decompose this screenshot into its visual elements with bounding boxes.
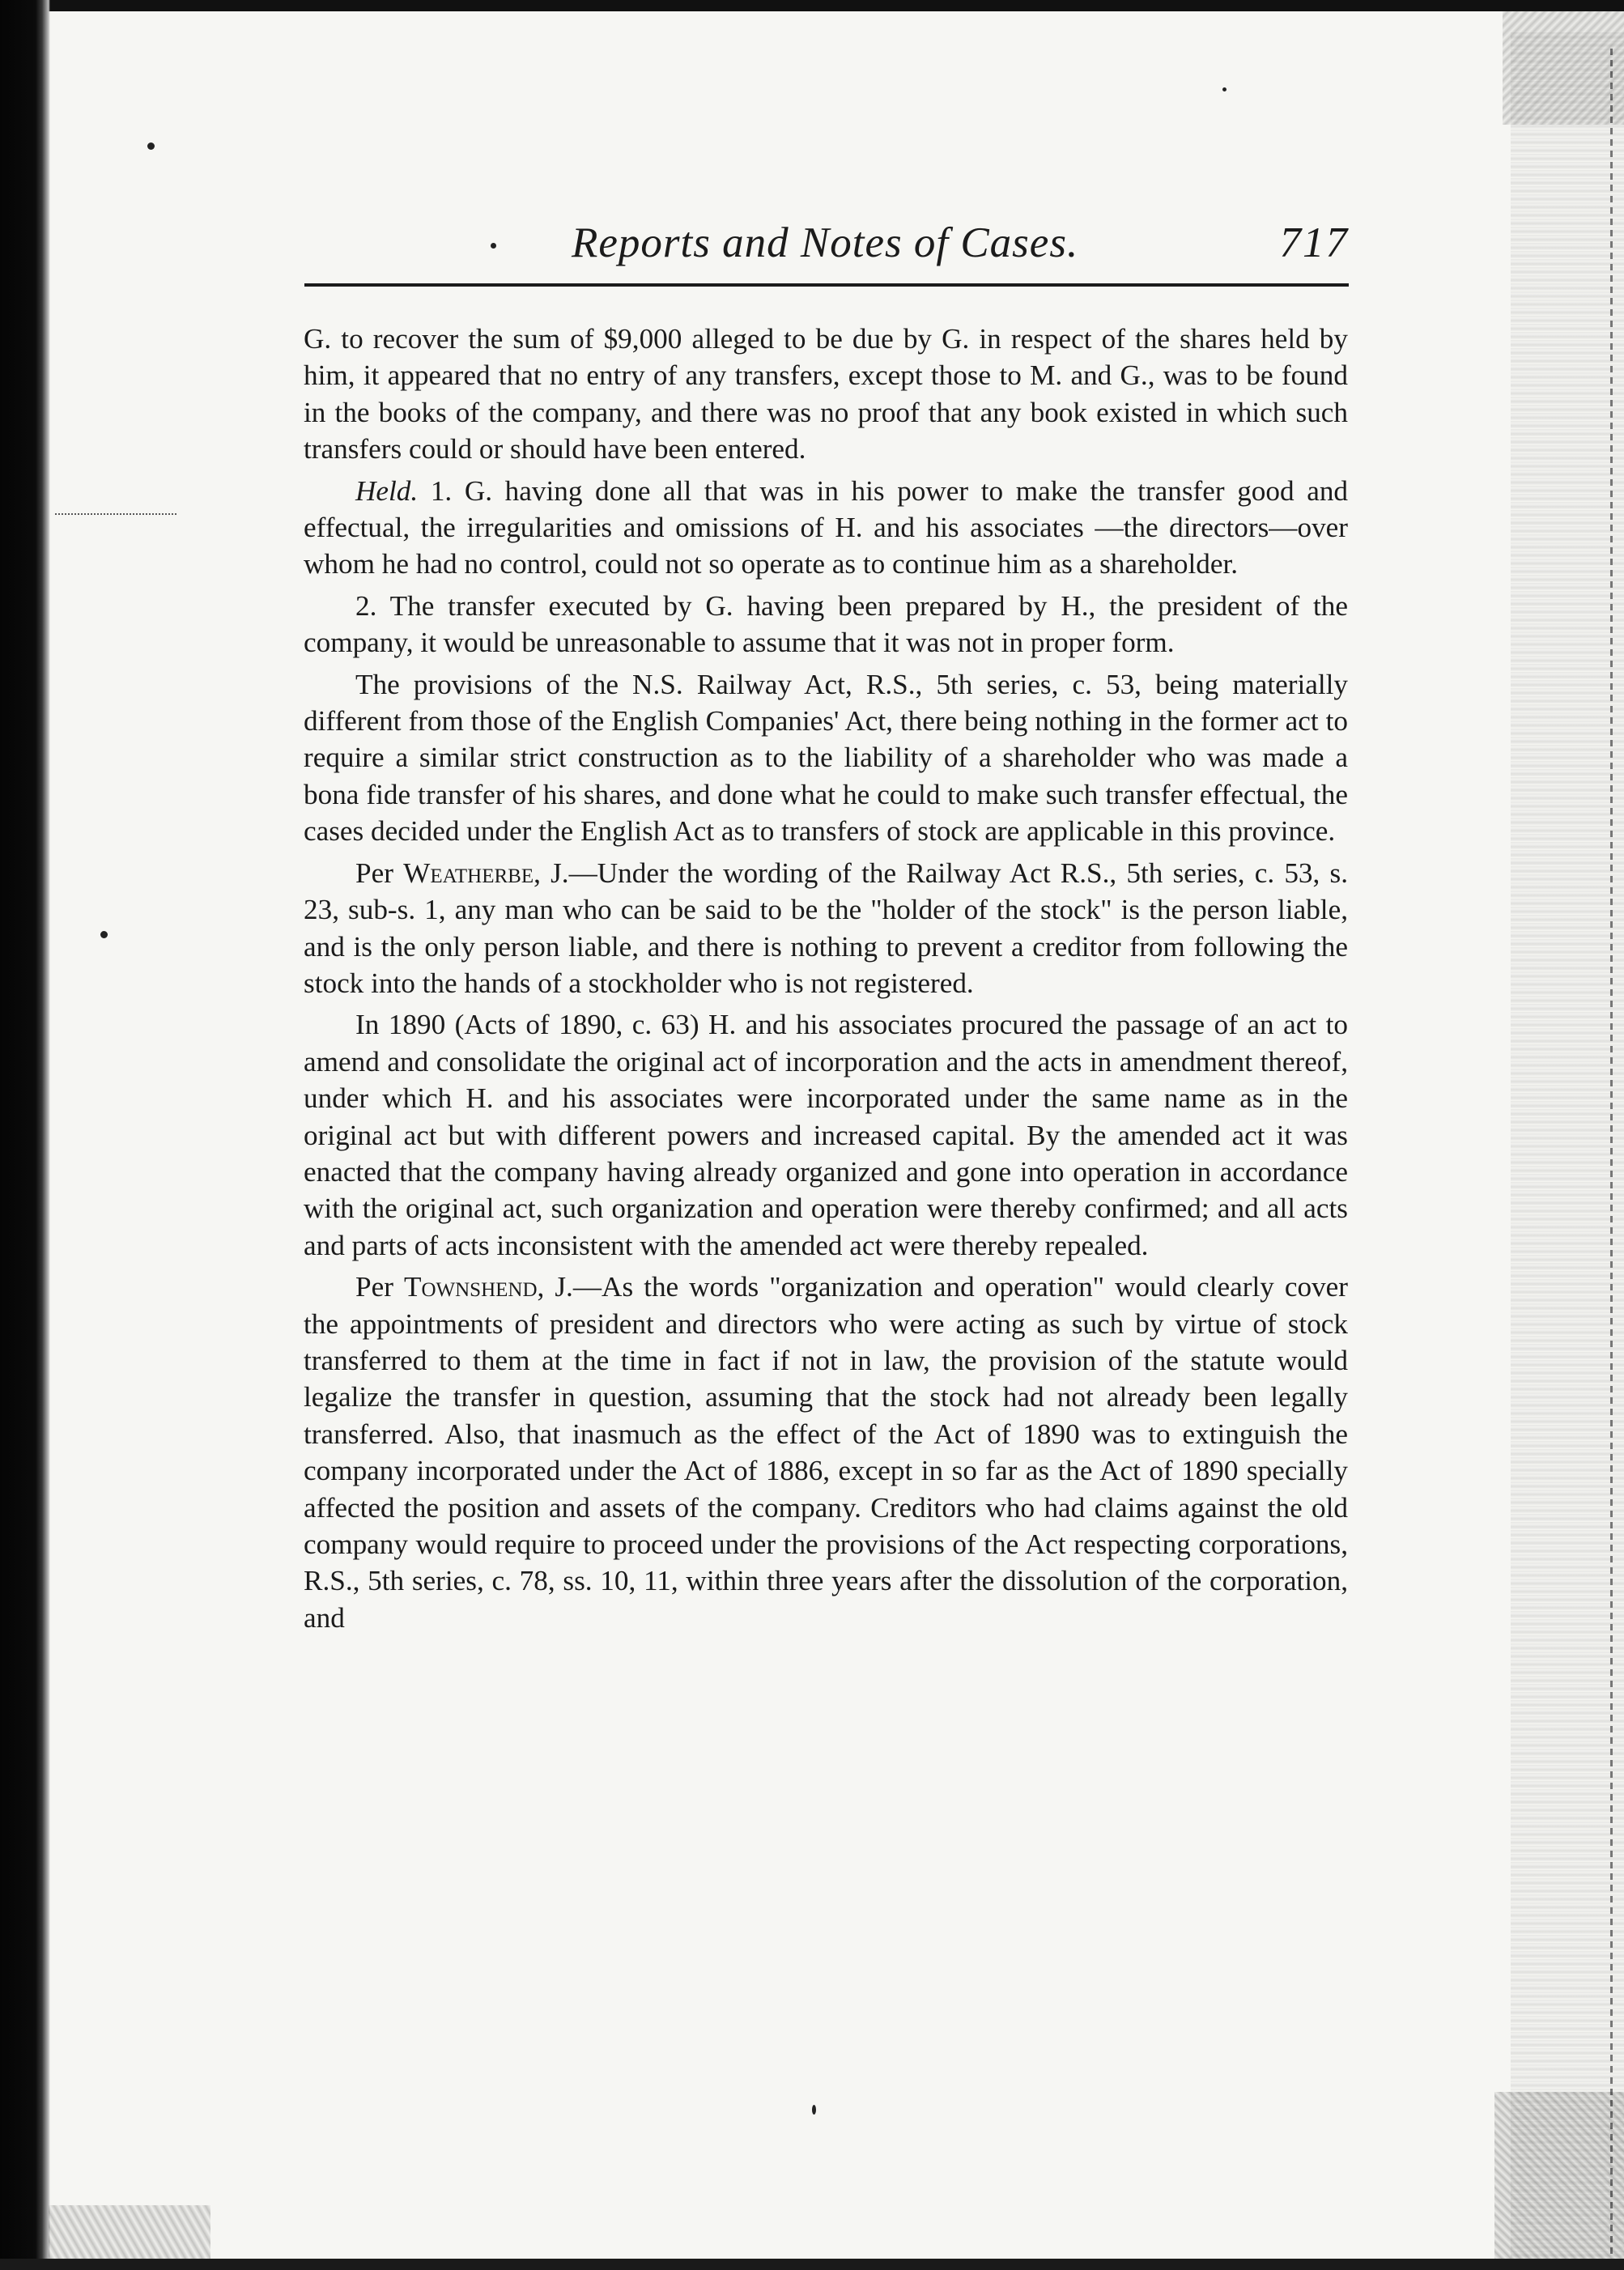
per-prefix: Per xyxy=(355,1271,393,1303)
scan-dotted-rule xyxy=(55,513,176,515)
scan-edge-right-line xyxy=(1610,49,1613,2259)
head-dot xyxy=(491,243,496,249)
held-label: Held. xyxy=(355,474,419,507)
opinion-text: , J.—Under the wording of the Railway Act R.S., 5th series, c. 53, s. 23, sub-s. 1, any man who can be said to be the "holder of the stock" is the person liable, and is the only person liable, and there is nothing to prevent a creditor from following the stock into the hands of a stockholder who is not registered. xyxy=(304,857,1348,999)
body-text xyxy=(304,321,1348,1641)
scan-speck xyxy=(1222,87,1227,91)
scan-border-left xyxy=(0,0,50,2270)
paragraph-held xyxy=(304,473,1348,583)
scan-border-top xyxy=(0,0,1624,11)
scan-corner-bottom-right xyxy=(1494,2092,1624,2270)
judge-name: Townshend xyxy=(403,1271,538,1303)
paragraph-per-townshend xyxy=(304,1269,1348,1636)
running-head xyxy=(304,219,1349,283)
running-title: Reports and Notes of Cases. xyxy=(572,219,1079,266)
scan-speck xyxy=(100,931,108,938)
paragraph-continuation: G. to recover the sum of $9,000 alleged to be due by G. in respect of the shares held by him, it appeared that no entry of any transfers, except those to M. and G., was to be found in the books of the company, and there was no proof that any book existed in which such transfers could or should have been entered. xyxy=(304,323,1348,465)
per-prefix: Per xyxy=(355,857,393,889)
scan-edge-right xyxy=(1511,32,1624,2270)
scan-speck xyxy=(812,2105,816,2115)
held-text: 1. G. having done all that was in his power to make the transfer good and effectual, the irregularities and omissions of H. and his associates —the directors—over whom he had no control, could not so operate as to continue him as a shareholder. xyxy=(304,474,1349,580)
paragraph-held-2: 2. The transfer executed by G. having been prepared by H., the president of the company, it would be unreasonable to assume that it was not in proper form. xyxy=(304,589,1348,659)
header-rule xyxy=(304,283,1349,287)
page-number: 717 xyxy=(1279,219,1349,266)
judge-name: Weatherbe xyxy=(403,857,534,889)
scan-speck xyxy=(147,142,155,150)
paragraph-railway-act: The provisions of the N.S. Railway Act, R.S., 5th series, c. 53, being materially different from those of the English Companies' Act, there being nothing in the former act to require a similar strict construction as to the liability of a shareholder who was made a bona fide transfer of his shares, and done what he could to make such transfer effectual, the cases decided under the English Act as to transfers of stock are applicable in this province. xyxy=(304,668,1348,848)
scan-border-bottom xyxy=(0,2259,1624,2270)
scan-corner-top-right xyxy=(1503,11,1624,125)
paragraph-acts-1890: In 1890 (Acts of 1890, c. 63) H. and his associates procured the passage of an act to amend and consolidate the original act of incorporation and the acts in amendment thereof, under which H. and his associates were incorporated under the same name as in the original act but with different powers and increased capital. By the amended act it was enacted that the company having already organized and gone into operation in accordance with the original act, such organization and operation were thereby confirmed; and all acts and parts of acts inconsistent with the amended act were thereby repealed. xyxy=(304,1009,1348,1261)
opinion-text: , J.—As the words "organization and operation" would clearly cover the appointments of president and directors who were acting as such by virtue of stock transferred to them at the time in fact if not in law, the provision of the statute would legalize the transfer in question, assuming that the stock had not already been legally transferred. Also, that inasmuch as the effect of the Act of 1890 was to extinguish the company incorporated under the Act of 1886, except in so far as the Act of 1890 specially affected the position and assets of the company. Creditors who had claims against the old company would require to proceed under the provisions of the Act respecting corporations, R.S., 5th series, c. 78, ss. 10, 11, within three years after the dissolution of the corporation, and xyxy=(304,1271,1349,1634)
paragraph-per-weatherbe xyxy=(304,855,1348,1002)
